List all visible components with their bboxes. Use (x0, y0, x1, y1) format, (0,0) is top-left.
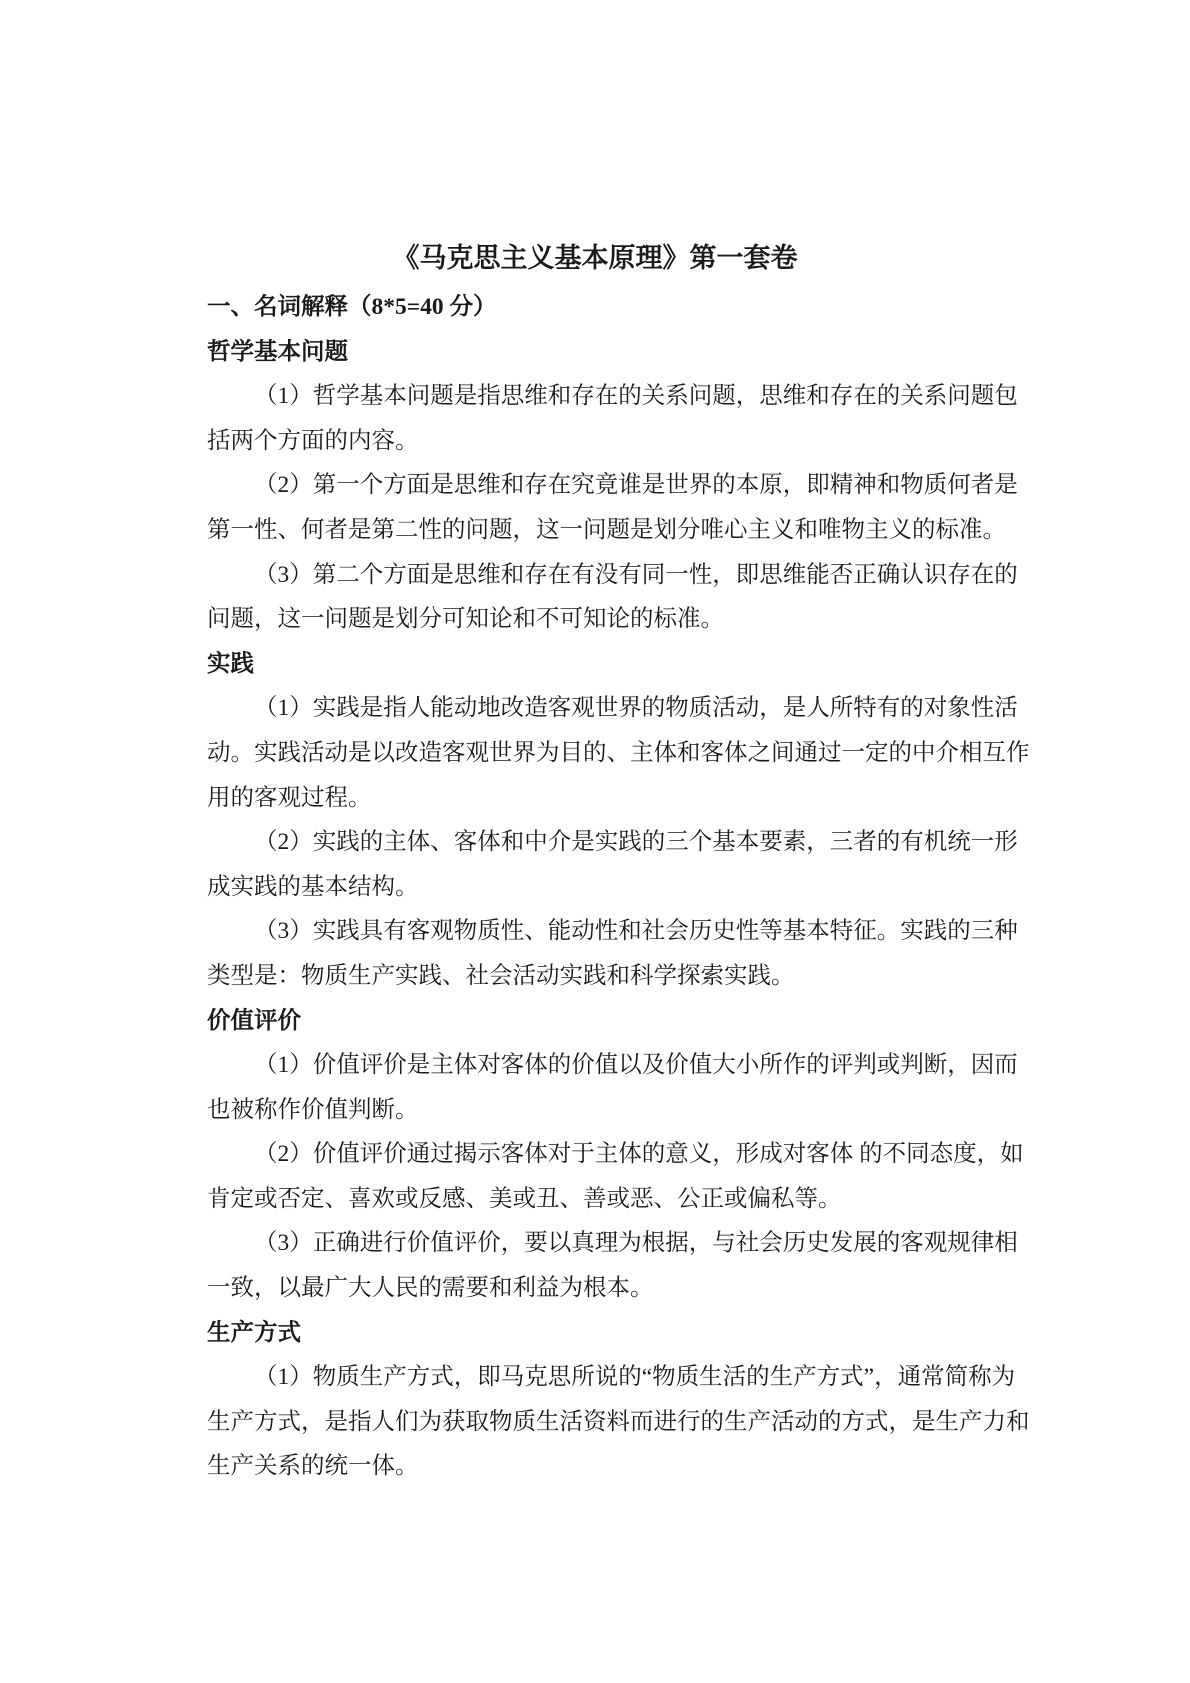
paragraph-line: 一致，以最广大人民的需要和利益为根本。 (207, 1275, 654, 1302)
paragraph-line: 问题，这一问题是划分可知论和不可知论的标准。 (207, 606, 724, 633)
term-paragraph (207, 686, 1030, 820)
paragraph-line: （1）物质生产方式，即马克思所说的“物质生活的生产方式”，通常简称为 (254, 1364, 1016, 1391)
term-paragraph (207, 1043, 1018, 1132)
paragraph-line: 动。实践活动是以改造客观世界为目的、主体和客体之间通过一定的中介相互作 (207, 739, 1030, 766)
paragraph-line: （2）价值评价通过揭示客体对于主体的意义，形成对客体 的不同态度，如 (254, 1141, 1024, 1168)
paragraph-line: 括两个方面的内容。 (207, 427, 419, 454)
term-section (207, 330, 1018, 642)
section-heading: 一、名词解释（8*5=40 分） (207, 294, 497, 320)
paragraph-line: （1）哲学基本问题是指思维和存在的关系问题，思维和存在的关系问题包 (254, 383, 1018, 410)
paragraph-line: （2）第一个方面是思维和存在究竟谁是世界的本原，即精神和物质何者是 (254, 472, 1018, 499)
term-paragraph (207, 1132, 1024, 1221)
paragraph-line: （1）实践是指人能动地改造客观世界的物质活动，是人所特有的对象性活 (254, 695, 1018, 722)
paragraph-line: （3）实践具有客观物质性、能动性和社会历史性等基本特征。实践的三种 (254, 918, 1018, 945)
paragraph-line: 类型是：物质生产实践、社会活动实践和科学探索实践。 (207, 962, 795, 989)
paragraph-line: 生产关系的统一体。 (207, 1453, 419, 1480)
paragraph-line: 用的客观过程。 (207, 784, 372, 811)
term-heading: 价值评价 (207, 1007, 301, 1034)
term-paragraph (207, 374, 1018, 463)
paragraph-line: 第一性、何者是第二性的问题，这一问题是划分唯心主义和唯物主义的标准。 (207, 516, 1006, 543)
paragraph-line: （2）实践的主体、客体和中介是实践的三个基本要素，三者的有机统一形 (254, 829, 1018, 856)
term-paragraph (207, 553, 1018, 642)
term-section (207, 1311, 1030, 1489)
term-paragraph (207, 1221, 1018, 1310)
term-heading: 哲学基本问题 (207, 338, 348, 365)
paragraph-line: （3）第二个方面是思维和存在有没有同一性，即思维能否正确认识存在的 (254, 561, 1018, 588)
term-section (207, 999, 1024, 1311)
term-paragraph (207, 463, 1018, 552)
paragraph-line: （1）价值评价是主体对客体的价值以及价值大小所作的评判或判断，因而 (254, 1052, 1018, 1079)
term-section (207, 642, 1030, 999)
term-paragraph (207, 1355, 1030, 1489)
document-title: 《马克思主义基本原理》第一套卷 (392, 243, 798, 273)
term-heading: 实践 (207, 650, 254, 677)
term-paragraph (207, 909, 1018, 998)
paragraph-line: （3）正确进行价值评价，要以真理为根据，与社会历史发展的客观规律相 (254, 1230, 1018, 1257)
document-body (207, 285, 1030, 1489)
term-paragraph (207, 820, 1018, 909)
paragraph-line: 肯定或否定、喜欢或反感、美或丑、善或恶、公正或偏私等。 (207, 1185, 842, 1212)
paragraph-line: 也被称作价值判断。 (207, 1096, 419, 1123)
term-list (207, 330, 1030, 1489)
paragraph-line: 生产方式，是指人们为获取物质生活资料而进行的生产活动的方式，是生产力和 (207, 1408, 1030, 1435)
term-heading: 生产方式 (207, 1319, 301, 1346)
paragraph-line: 成实践的基本结构。 (207, 873, 419, 900)
